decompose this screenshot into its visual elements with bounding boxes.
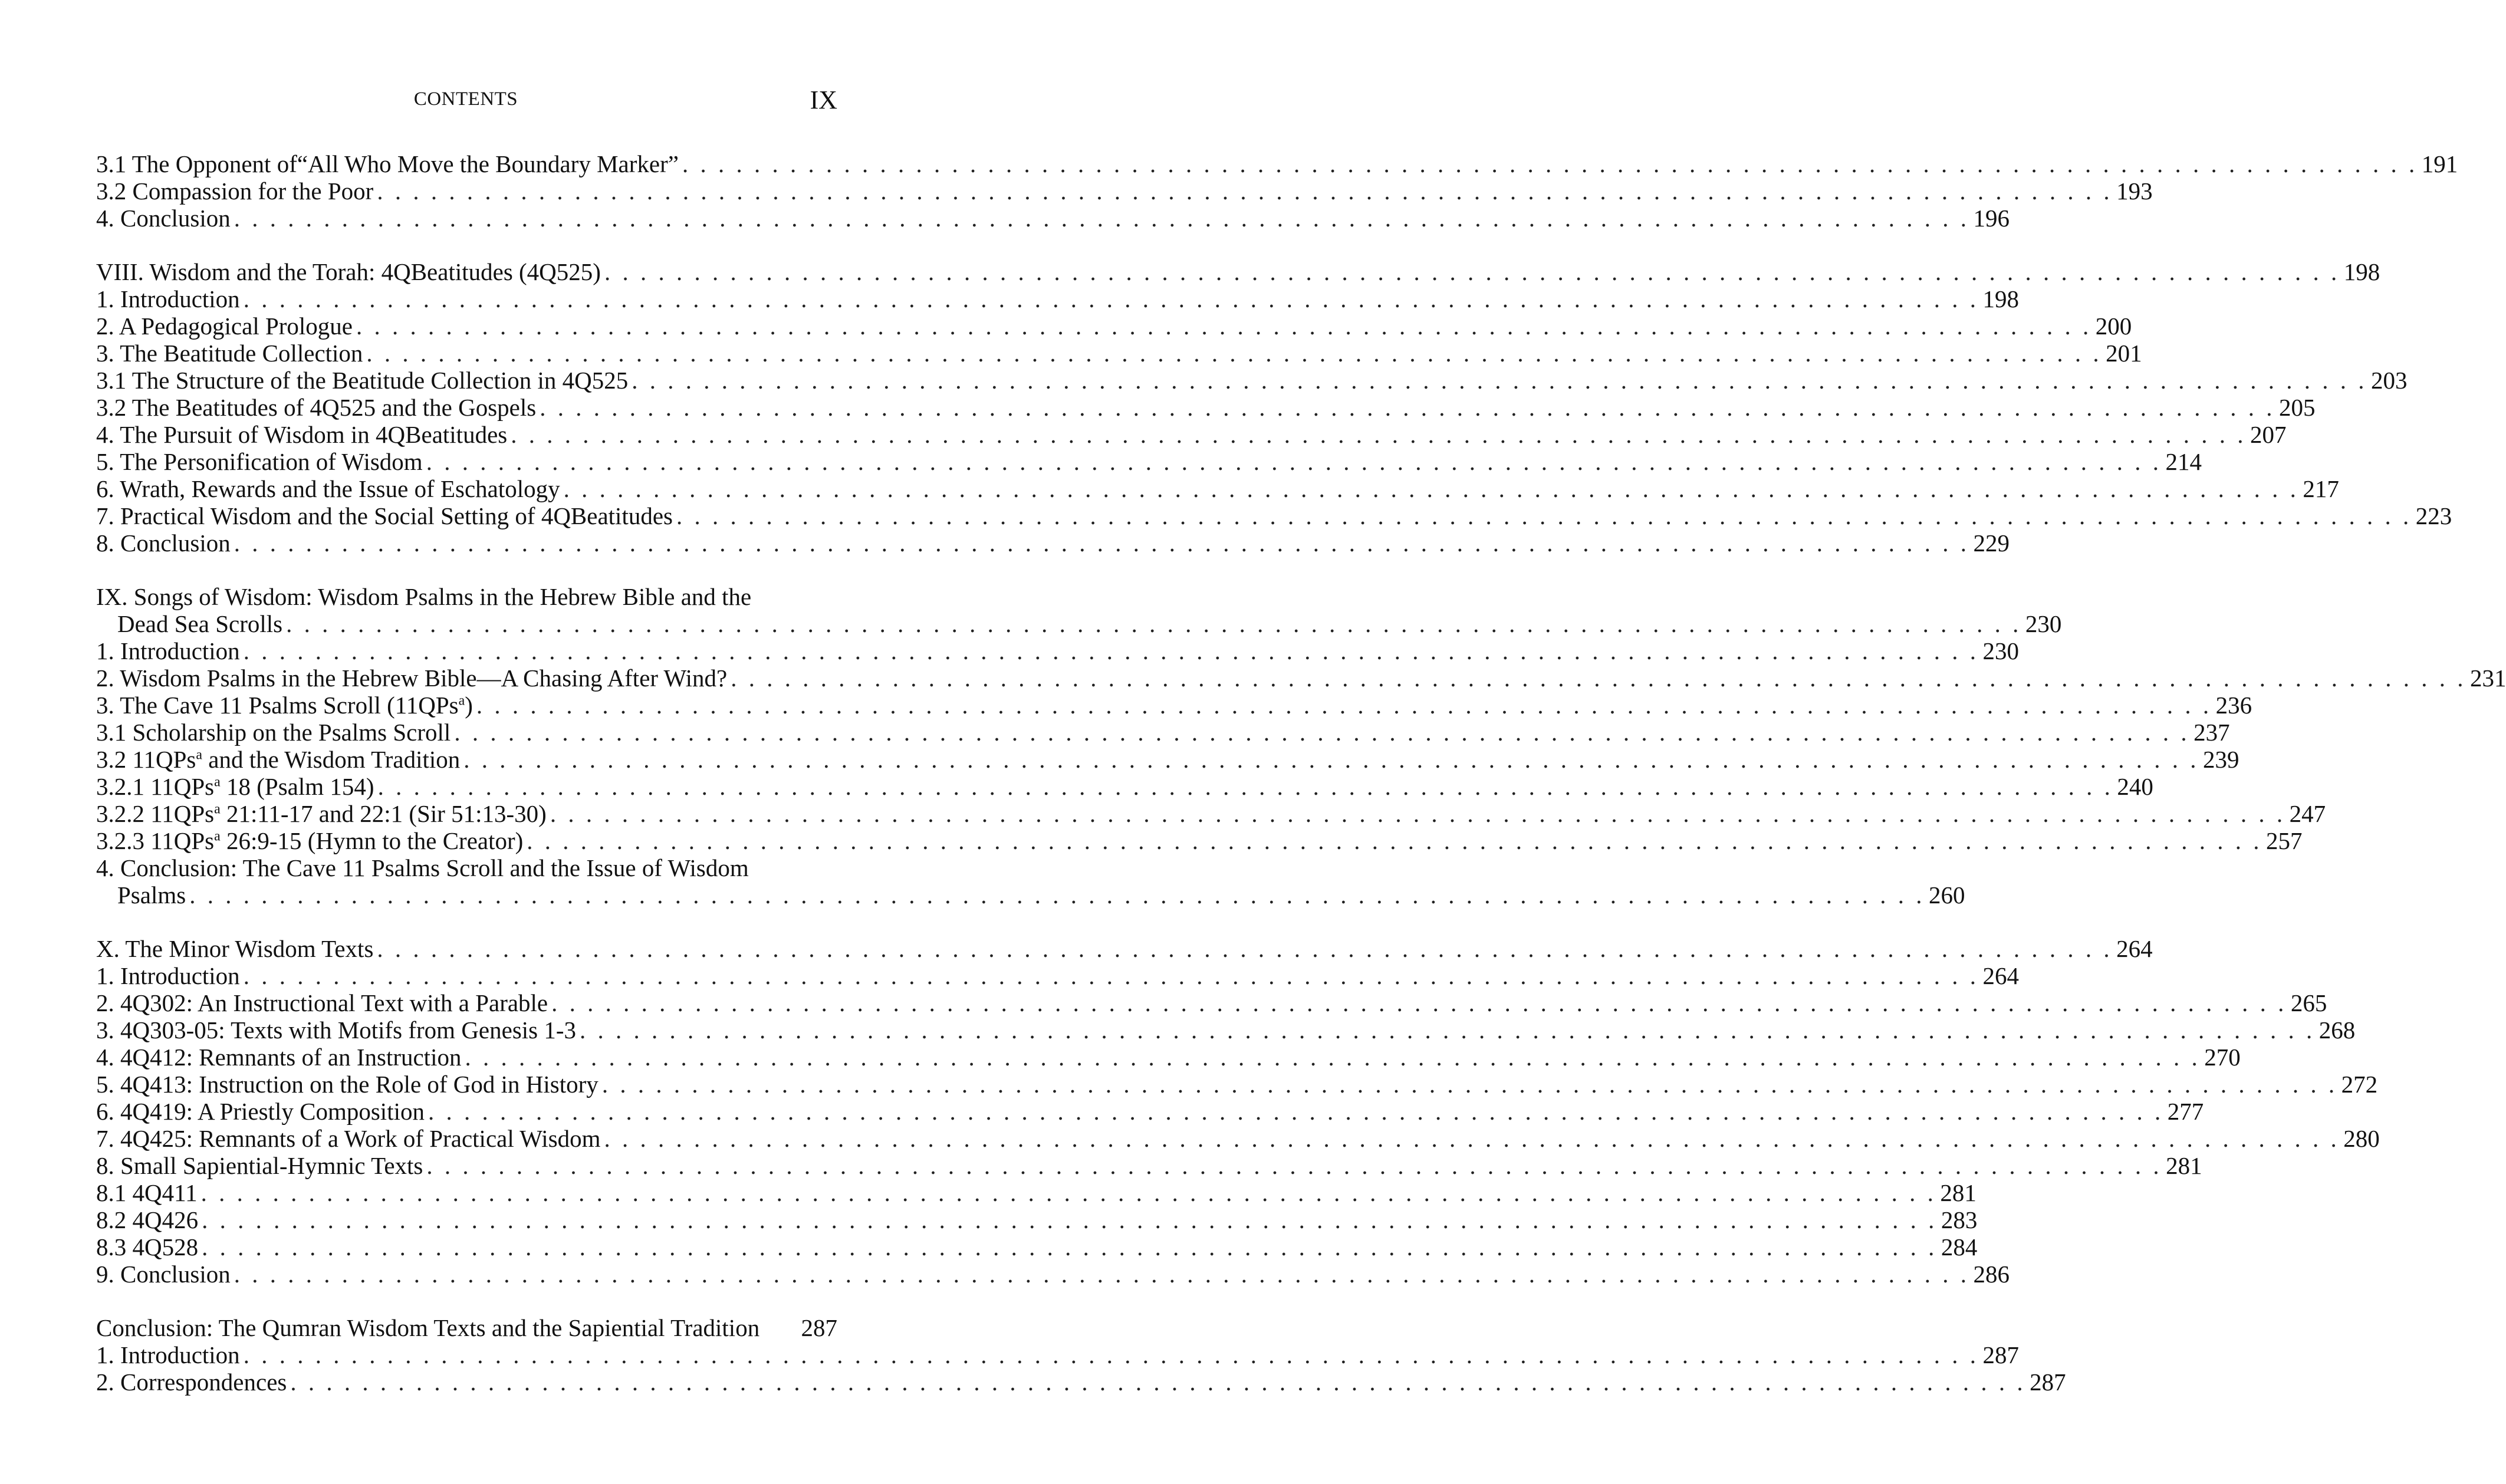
toc-entry[interactable]: [96, 583, 2062, 637]
superscript: a: [214, 774, 221, 790]
running-title: CONTENTS: [413, 88, 518, 110]
entry-title: [96, 800, 547, 827]
entry-page: 286: [1973, 1261, 2010, 1288]
entry-title-text: 3.1 Scholarship on the Psalms Scroll: [96, 719, 451, 746]
entry-title-text: 3. The Beatitude Collection: [96, 340, 363, 367]
toc-entry[interactable]: [96, 285, 2019, 312]
entry-page: 283: [1941, 1206, 1978, 1233]
toc-entry[interactable]: [96, 1179, 1976, 1206]
entry-title-text: 3.1 The Opponent of“All Who Move the Boundary Marker”: [96, 150, 679, 177]
superscript: a: [196, 747, 203, 763]
entry-title-text: 2. Correspondences: [96, 1368, 287, 1396]
entry-page: 196: [1973, 205, 2010, 232]
dot-leader: . . . . . . . . . . . . . . . . . . . . . . . . . . . . . . . . . . . . . . . . . . . . . . . . . . . . . . . . . . . . . . . . . . . . . . . . . . . . . . . . . . . . . . . . . . . . . . . . .: [563, 475, 2299, 502]
entry-title-text: 3.2.1 11QPs: [96, 773, 215, 800]
entry-title-text: 2. A Pedagogical Prologue: [96, 312, 353, 340]
dot-leader: . . . . . . . . . . . . . . . . . . . . . . . . . . . . . . . . . . . . . . . . . . . . . . . . . . . . . . . . . . . . . . . . . . . . . . . . . . . . . . . . . . . . . . . . . . . . . . . . .: [676, 502, 2412, 529]
entry-title: [96, 312, 353, 340]
dot-leader: . . . . . . . . . . . . . . . . . . . . . . . . . . . . . . . . . . . . . . . . . . . . . . . . . . . . . . . . . . . . . . . . . . . . . . . . . . . . . . . . . . . . . . . . . . . . . . . . .: [377, 773, 2113, 800]
entry-title: [96, 1016, 576, 1044]
dot-leader: . . . . . . . . . . . . . . . . . . . . . . . . . . . . . . . . . . . . . . . . . . . . . . . . . . . . . . . . . . . . . . . . . . . . . . . . . . . . . . . . . . . . . . . . . . . . . . . . .: [682, 150, 2418, 177]
toc-entry[interactable]: [96, 800, 2326, 827]
entry-title-text: 4. 4Q412: Remnants of an Instruction: [96, 1044, 462, 1071]
entry-title: [96, 150, 679, 177]
entry-title-text: 8. Conclusion: [96, 529, 231, 557]
entry-title-end: 21:11-17 and 22:1 (Sir 51:13-30): [220, 800, 547, 827]
entry-page: 240: [2117, 773, 2153, 800]
dot-leader: . . . . . . . . . . . . . . . . . . . . . . . . . . . . . . . . . . . . . . . . . . . . . . . . . . . . . . . . . . . . . . . . . . . . . . . . . . . . . . . . . . . . . . . . . . . . . . . . .: [189, 881, 1925, 909]
toc-section: [96, 1314, 2066, 1396]
entry-title: [96, 1206, 198, 1233]
toc-entry[interactable]: [96, 312, 2132, 340]
toc-entry[interactable]: [96, 340, 2142, 367]
entry-page: 217: [2303, 475, 2339, 502]
entry-title-text: 4. Conclusion: [96, 205, 231, 232]
table-of-contents: [96, 150, 2506, 1422]
entry-title-end: 18 (Psalm 154): [220, 773, 374, 800]
entry-page: 236: [2215, 692, 2252, 719]
dot-leader: . . . . . . . . . . . . . . . . . . . . . . . . . . . . . . . . . . . . . . . . . . . . . . . . . . . . . . . . . . . . . . . . . . . . . . . . . . . . . . . . . . . . . . . . . . . . . . . . .: [550, 800, 2286, 827]
entry-title-text: 5. The Personification of Wisdom: [96, 448, 423, 475]
toc-entry[interactable]: [96, 150, 2458, 177]
entry-page: 270: [2204, 1044, 2241, 1071]
toc-section: [96, 935, 2380, 1288]
toc-entry[interactable]: [96, 1125, 2380, 1152]
entry-title-text: 5. 4Q413: Instruction on the Role of God in History: [96, 1071, 598, 1098]
entry-page: 193: [2116, 177, 2153, 205]
entry-title: [96, 637, 240, 664]
dot-leader: . . . . . . . . . . . . . . . . . . . . . . . . . . . . . . . . . . . . . . . . . . . . . . . . . . . . . . . . . . . . . . . . . . . . . . . . . . . . . . . . . . . . . . . . . . . . . . . . .: [202, 1206, 1938, 1233]
entry-title-text: 7. 4Q425: Remnants of a Work of Practical Wisdom: [96, 1125, 601, 1152]
toc-entry[interactable]: [96, 1152, 2202, 1179]
entry-title: [96, 1233, 198, 1261]
entry-page: 203: [2370, 367, 2408, 394]
dot-leader: . . . . . . . . . . . . . . . . . . . . . . . . . . . . . . . . . . . . . . . . . . . . . . . . . . . . . . . . . . . . . . . . . . . . . . . . . . . . . . . . . . . . . . . . . . . . . . . . .: [356, 312, 2092, 340]
entry-title: [96, 989, 548, 1016]
entry-title: [96, 1071, 598, 1098]
entry-continuation: [96, 610, 2062, 637]
entry-title: [96, 205, 231, 232]
toc-entry[interactable]: [96, 475, 2339, 502]
dot-leader: . . . . . . . . . . . . . . . . . . . . . . . . . . . . . . . . . . . . . . . . . . . . . . . . . . . . . . . . . . . . . . . . . . . . . . . . . . . . . . . . . . . . . . . . . . . . . . . . .: [731, 664, 2466, 692]
entry-title: [96, 664, 727, 692]
entry-page: 287: [1982, 1341, 2019, 1368]
entry-title: [96, 340, 363, 367]
entry-title-text: 3.2.3 11QPs: [96, 827, 215, 854]
entry-page: 287: [2030, 1368, 2066, 1396]
entry-page: 205: [2278, 394, 2316, 421]
superscript: a: [214, 801, 221, 817]
dot-leader: . . . . . . . . . . . . . . . . . . . . . . . . . . . . . . . . . . . . . . . . . . . . . . . . . . . . . . . . . . . . . . . . . . . . . . . . . . . . . . . . . . . . . . . . . . . . . . . . .: [234, 529, 1970, 557]
entry-title-text: 1. Introduction: [96, 962, 240, 989]
entry-title: [96, 583, 837, 610]
entry-title-text: 8.2 4Q426: [96, 1206, 199, 1233]
entry-title-text: 8.3 4Q528: [96, 1233, 199, 1261]
dot-leader: . . . . . . . . . . . . . . . . . . . . . . . . . . . . . . . . . . . . . . . . . . . . . . . . . . . . . . . . . . . . . . . . . . . . . . . . . . . . . . . . . . . . . . . . . . . . . . . . .: [202, 1233, 1938, 1261]
entry-title: [96, 502, 673, 529]
entry-page: 264: [1982, 962, 2019, 989]
entry-title: [96, 746, 460, 773]
entry-title-text: 1. Introduction: [96, 285, 240, 312]
entry-title: [96, 285, 240, 312]
entry-page: 191: [2421, 150, 2458, 177]
entry-title-text: 2. Wisdom Psalms in the Hebrew Bible—A Chasing After Wind?: [96, 664, 728, 692]
dot-leader: . . . . . . . . . . . . . . . . . . . . . . . . . . . . . . . . . . . . . . . . . . . . . . . . . . . . . . . . . . . . . . . . . . . . . . . . . . . . . . . . . . . . . . . . . . . . . . . . .: [540, 394, 2275, 421]
entry-page: 198: [1982, 285, 2019, 312]
entry-page: 223: [2415, 502, 2452, 529]
entry-page: 257: [2266, 827, 2303, 854]
entry-page: 268: [2318, 1016, 2356, 1044]
toc-entry[interactable]: [96, 394, 2316, 421]
toc-entry[interactable]: [96, 962, 2019, 989]
superscript: a: [458, 693, 465, 709]
entry-page: 280: [2343, 1125, 2380, 1152]
toc-entry[interactable]: [96, 448, 2202, 475]
toc-entry[interactable]: [96, 637, 2019, 664]
dot-leader: . . . . . . . . . . . . . . . . . . . . . . . . . . . . . . . . . . . . . . . . . . . . . . . . . . . . . . . . . . . . . . . . . . . . . . . . . . . . . . . . . . . . . . . . . . . . . . . . .: [243, 1341, 1979, 1368]
page-number: IX: [810, 85, 837, 114]
entry-title: [96, 1314, 759, 1341]
dot-leader: . . . . . . . . . . . . . . . . . . . . . . . . . . . . . . . . . . . . . . . . . . . . . . . . . . . . . . . . . . . . . . . . . . . . . . . . . . . . . . . . . . . . . . . . . . . . . . . . .: [243, 285, 1979, 312]
entry-title-text: 3. 4Q303-05: Texts with Motifs from Genesis 1-3: [96, 1016, 577, 1044]
page-header: [94, 85, 837, 118]
toc-entry[interactable]: [96, 719, 2230, 746]
entry-page: 214: [2165, 448, 2202, 475]
entry-title: [96, 1179, 198, 1206]
dot-leader: . . . . . . . . . . . . . . . . . . . . . . . . . . . . . . . . . . . . . . . . . . . . . . . . . . . . . . . . . . . . . . . . . . . . . . . . . . . . . . . . . . . . . . . . . . . . . . . . .: [551, 989, 2287, 1016]
entry-title-end: ): [465, 692, 473, 719]
entry-title-text: 6. Wrath, Rewards and the Issue of Eschatology: [96, 475, 560, 502]
entry-title: [96, 1098, 425, 1125]
entry-title: [96, 258, 601, 285]
entry-page: 200: [2095, 312, 2132, 340]
entry-title: [96, 692, 473, 719]
entry-page: 239: [2203, 746, 2239, 773]
toc-entry[interactable]: [96, 258, 2380, 285]
superscript: a: [214, 828, 221, 844]
dot-leader: . . . . . . . . . . . . . . . . . . . . . . . . . . . . . . . . . . . . . . . . . . . . . . . . . . . . . . . . . . . . . . . . . . . . . . . . . . . . . . . . . . . . . . . . . . . . . . . . .: [426, 448, 2162, 475]
entry-title: [96, 719, 450, 746]
entry-title: [96, 1368, 287, 1396]
entry-title: [96, 421, 507, 448]
dot-leader: . . . . . . . . . . . . . . . . . . . . . . . . . . . . . . . . . . . . . . . . . . . . . . . . . . . . . . . . . . . . . . . . . . . . . . . . . . . . . . . . . . . . . . . . . . . . . . . . .: [426, 1152, 2162, 1179]
dot-leader: . . . . . . . . . . . . . . . . . . . . . . . . . . . . . . . . . . . . . . . . . . . . . . . . . . . . . . . . . . . . . . . . . . . . . . . . . . . . . . . . . . . . . . . . . . . . . . . . .: [511, 421, 2247, 448]
toc-entry[interactable]: [96, 1016, 2356, 1044]
dot-leader: . . . . . . . . . . . . . . . . . . . . . . . . . . . . . . . . . . . . . . . . . . . . . . . . . . . . . . . . . . . . . . . . . . . . . . . . . . . . . . . . . . . . . . . . . . . . . . . . .: [454, 719, 2190, 746]
toc-entry[interactable]: [96, 989, 2327, 1016]
dot-leader: . . . . . . . . . . . . . . . . . . . . . . . . . . . . . . . . . . . . . . . . . . . . . . . . . . . . . . . . . . . . . . . . . . . . . . . . . . . . . . . . . . . . . . . . . . . . . . . . .: [527, 827, 2262, 854]
entry-title-text: 8.1 4Q411: [96, 1179, 198, 1206]
dot-leader: . . . . . . . . . . . . . . . . . . . . . . . . . . . . . . . . . . . . . . . . . . . . . . . . . . . . . . . . . . . . . . . . . . . . . . . . . . . . . . . . . . . . . . . . . . . . . . . . .: [580, 1016, 2316, 1044]
entry-title-text: 8. Small Sapiential-Hymnic Texts: [96, 1152, 423, 1179]
entry-title-text: 2. 4Q302: An Instructional Text with a Parable: [96, 989, 548, 1016]
dot-leader: . . . . . . . . . . . . . . . . . . . . . . . . . . . . . . . . . . . . . . . . . . . . . . . . . . . . . . . . . . . . . . . . . . . . . . . . . . . . . . . . . . . . . . . . . . . . . . . . .: [465, 1044, 2201, 1071]
dot-leader: . . . . . . . . . . . . . . . . . . . . . . . . . . . . . . . . . . . . . . . . . . . . . . . . . . . . . . . . . . . . . . . . . . . . . . . . . . . . . . . . . . . . . . . . . . . . . . . . .: [290, 1368, 2026, 1396]
toc-entry[interactable]: [96, 205, 2010, 232]
toc-entry[interactable]: [96, 1098, 2204, 1125]
toc-entry[interactable]: [96, 502, 2452, 529]
entry-page: 281: [1940, 1179, 1976, 1206]
dot-leader: . . . . . . . . . . . . . . . . . . . . . . . . . . . . . . . . . . . . . . . . . . . . . . . . . . . . . . . . . . . . . . . . . . . . . . . . . . . . . . . . . . . . . . . . . . . . . . . . .: [476, 692, 2212, 719]
toc-section: [96, 150, 2458, 232]
dot-leader: . . . . . . . . . . . . . . . . . . . . . . . . . . . . . . . . . . . . . . . . . . . . . . . . . . . . . . . . . . . . . . . . . . . . . . . . . . . . . . . . . . . . . . . . . . . . . . . . .: [366, 340, 2102, 367]
entry-title-text: 3.2.2 11QPs: [96, 800, 215, 827]
toc-entry[interactable]: [96, 935, 2153, 962]
dot-leader: . . . . . . . . . . . . . . . . . . . . . . . . . . . . . . . . . . . . . . . . . . . . . . . . . . . . . . . . . . . . . . . . . . . . . . . . . . . . . . . . . . . . . . . . . . . . . . . . .: [632, 367, 2367, 394]
toc-entry[interactable]: [96, 529, 2010, 557]
entry-title: [96, 177, 373, 205]
entry-title: [96, 394, 536, 421]
entry-title-end: 26:9-15 (Hymn to the Creator): [220, 827, 524, 854]
toc-entry[interactable]: [96, 773, 2153, 800]
entry-title: [96, 1044, 461, 1071]
entry-page: 284: [1941, 1233, 1978, 1261]
dot-leader: . . . . . . . . . . . . . . . . . . . . . . . . . . . . . . . . . . . . . . . . . . . . . . . . . . . . . . . . . . . . . . . . . . . . . . . . . . . . . . . . . . . . . . . . . . . . . . . . .: [377, 177, 2113, 205]
entry-title: [96, 773, 374, 800]
toc-entry[interactable]: [96, 177, 2153, 205]
entry-page: 265: [2290, 989, 2327, 1016]
entry-title: [96, 1152, 423, 1179]
dot-leader: . . . . . . . . . . . . . . . . . . . . . . . . . . . . . . . . . . . . . . . . . . . . . . . . . . . . . . . . . . . . . . . . . . . . . . . . . . . . . . . . . . . . . . . . . . . . . . . . .: [427, 1098, 2164, 1125]
entry-title-text: 7. Practical Wisdom and the Social Setting of 4QBeatitudes: [96, 502, 673, 529]
toc-entry[interactable]: [96, 1341, 2019, 1368]
dot-leader: . . . . . . . . . . . . . . . . . . . . . . . . . . . . . . . . . . . . . . . . . . . . . . . . . . . . . . . . . . . . . . . . . . . . . . . . . . . . . . . . . . . . . . . . . . . . . . . . .: [463, 746, 2199, 773]
entry-title: [96, 448, 423, 475]
entry-page: 231: [2469, 664, 2506, 692]
dot-leader: . . . . . . . . . . . . . . . . . . . . . . . . . . . . . . . . . . . . . . . . . . . . . . . . . . . . . . . . . . . . . . . . . . . . . . . . . . . . . . . . . . . . . . . . . . . . . . . . .: [200, 1179, 1936, 1206]
entry-title-text: 3.2 The Beatitudes of 4Q525 and the Gospels: [96, 394, 537, 421]
dot-leader: . . . . . . . . . . . . . . . . . . . . . . . . . . . . . . . . . . . . . . . . . . . . . . . . . . . . . . . . . . . . . . . . . . . . . . . . . . . . . . . . . . . . . . . . . . . . . . . . .: [243, 962, 1979, 989]
entry-page: 264: [2116, 935, 2153, 962]
entry-title: [96, 1261, 231, 1288]
entry-title-text: 3.1 The Structure of the Beatitude Collection in 4Q525: [96, 367, 629, 394]
entry-page: 237: [2193, 719, 2230, 746]
entry-page: 247: [2289, 800, 2326, 827]
entry-title: [96, 854, 837, 881]
entry-page: 207: [2250, 421, 2287, 448]
entry-page: 260: [1928, 881, 1965, 909]
entry-title: [96, 529, 231, 557]
entry-title-text: IX. Songs of Wisdom: Wisdom Psalms in the Hebrew Bible and the: [96, 583, 752, 610]
entry-title-text: Conclusion: The Qumran Wisdom Texts and the Sapiential Tradition: [96, 1314, 760, 1341]
entry-title: [96, 1125, 601, 1152]
toc-entry[interactable]: [96, 1044, 2241, 1071]
toc-entry[interactable]: [96, 1206, 1978, 1233]
dot-leader: . . . . . . . . . . . . . . . . . . . . . . . . . . . . . . . . . . . . . . . . . . . . . . . . . . . . . . . . . . . . . . . . . . . . . . . . . . . . . . . . . . . . . . . . . . . . . . . . .: [601, 1071, 2338, 1098]
toc-entry[interactable]: [96, 1071, 2378, 1098]
dot-leader: . . . . . . . . . . . . . . . . . . . . . . . . . . . . . . . . . . . . . . . . . . . . . . . . . . . . . . . . . . . . . . . . . . . . . . . . . . . . . . . . . . . . . . . . . . . . . . . . .: [243, 637, 1979, 664]
entry-title-text: 1. Introduction: [96, 1341, 240, 1368]
toc-entry[interactable]: [96, 1261, 2010, 1288]
dot-leader: . . . . . . . . . . . . . . . . . . . . . . . . . . . . . . . . . . . . . . . . . . . . . . . . . . . . . . . . . . . . . . . . . . . . . . . . . . . . . . . . . . . . . . . . . . . . . . . . .: [234, 205, 1970, 232]
entry-page: 287: [801, 1314, 837, 1341]
entry-title: [96, 962, 240, 989]
entry-title-text: 4. Conclusion: The Cave 11 Psalms Scroll and the Issue of Wisdom: [96, 854, 749, 881]
toc-entry[interactable]: [96, 854, 1965, 909]
toc-entry[interactable]: [96, 421, 2287, 448]
toc-entry[interactable]: [96, 746, 2239, 773]
entry-title: [96, 827, 523, 854]
entry-title-text: 9. Conclusion: [96, 1261, 231, 1288]
entry-title-text: 6. 4Q419: A Priestly Composition: [96, 1098, 425, 1125]
toc-section: [96, 583, 2506, 909]
entry-title: [96, 475, 560, 502]
dot-leader: . . . . . . . . . . . . . . . . . . . . . . . . . . . . . . . . . . . . . . . . . . . . . . . . . . . . . . . . . . . . . . . . . . . . . . . . . . . . . . . . . . . . . . . . . . . . . . . . .: [377, 935, 2113, 962]
toc-section: [96, 258, 2452, 557]
entry-title-text: 3.2 Compassion for the Poor: [96, 177, 374, 205]
entry-title: [96, 935, 373, 962]
dot-leader: . . . . . . . . . . . . . . . . . . . . . . . . . . . . . . . . . . . . . . . . . . . . . . . . . . . . . . . . . . . . . . . . . . . . . . . . . . . . . . . . . . . . . . . . . . . . . . . . .: [286, 610, 2022, 637]
entry-title-text: 3.2 11QPs: [96, 746, 196, 773]
entry-page: 281: [2166, 1152, 2202, 1179]
entry-continuation: [96, 881, 1965, 909]
entry-title-text: 4. The Pursuit of Wisdom in 4QBeatitudes: [96, 421, 508, 448]
entry-title-text: VIII. Wisdom and the Torah: 4QBeatitudes (4Q525): [96, 258, 601, 285]
entry-title-text: 3. The Cave 11 Psalms Scroll (11QPs: [96, 692, 459, 719]
toc-entry[interactable]: [96, 1314, 837, 1341]
entry-title-text: X. The Minor Wisdom Texts: [96, 935, 374, 962]
entry-title: [96, 367, 628, 394]
dot-leader: . . . . . . . . . . . . . . . . . . . . . . . . . . . . . . . . . . . . . . . . . . . . . . . . . . . . . . . . . . . . . . . . . . . . . . . . . . . . . . . . . . . . . . . . . . . . . . . . .: [604, 258, 2340, 285]
toc-entry[interactable]: [96, 827, 2303, 854]
entry-title-continued: Psalms: [117, 881, 186, 909]
dot-leader: . . . . . . . . . . . . . . . . . . . . . . . . . . . . . . . . . . . . . . . . . . . . . . . . . . . . . . . . . . . . . . . . . . . . . . . . . . . . . . . . . . . . . . . . . . . . . . . . .: [604, 1125, 2340, 1152]
dot-leader: . . . . . . . . . . . . . . . . . . . . . . . . . . . . . . . . . . . . . . . . . . . . . . . . . . . . . . . . . . . . . . . . . . . . . . . . . . . . . . . . . . . . . . . . . . . . . . . . .: [234, 1261, 1970, 1288]
entry-page: 230: [2025, 610, 2062, 637]
entry-page: 272: [2341, 1071, 2378, 1098]
entry-title-text: 1. Introduction: [96, 637, 240, 664]
entry-page: 230: [1982, 637, 2019, 664]
entry-page: 201: [2106, 340, 2142, 367]
entry-page: 229: [1973, 529, 2010, 557]
toc-entry[interactable]: [96, 692, 2252, 719]
toc-entry[interactable]: [96, 1233, 1978, 1261]
toc-entry[interactable]: [96, 1368, 2066, 1396]
entry-title-end: and the Wisdom Tradition: [202, 746, 461, 773]
entry-page: 198: [2343, 258, 2380, 285]
toc-entry[interactable]: [96, 664, 2506, 692]
entry-title: [96, 1341, 240, 1368]
entry-page: 277: [2167, 1098, 2204, 1125]
toc-entry[interactable]: [96, 367, 2408, 394]
entry-title-continued: Dead Sea Scrolls: [117, 610, 283, 637]
